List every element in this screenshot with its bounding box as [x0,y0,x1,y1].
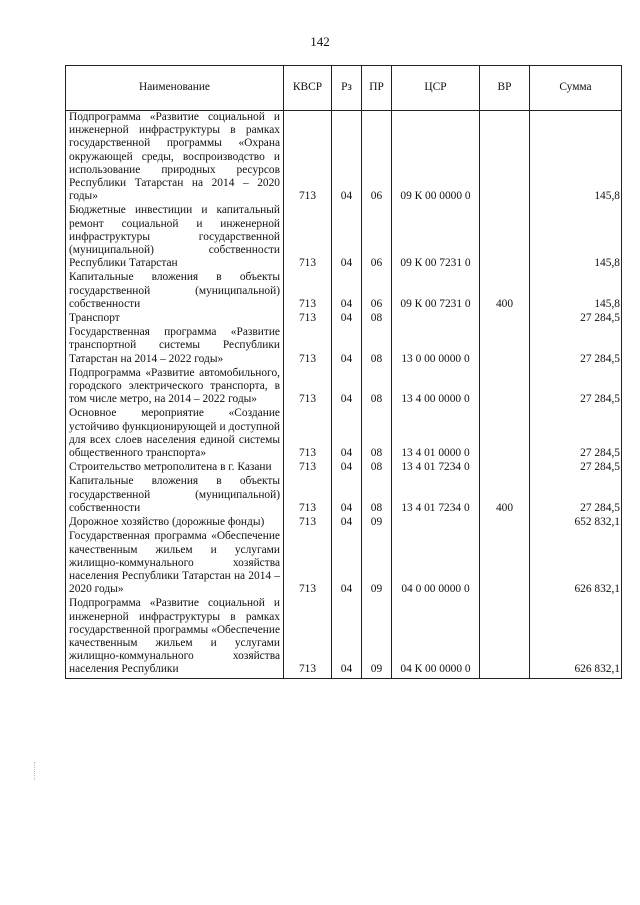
cell-vr [480,111,530,205]
cell-csr: 09 К 00 7231 0 [392,271,480,312]
cell-vr [480,461,530,475]
cell-name: Подпрограмма «Развитие социальной и инженерной инфраструктуры в рамках государственной программы «Обеспечение качественным жильем и услугами жилищно-коммунального хозяйства населения Республики [66,597,284,678]
cell-pr: 09 [362,516,392,530]
table-body [66,111,622,679]
table-row [66,326,622,367]
cell-name: Подпрограмма «Развитие автомобильного, городского электрического транспорта, в том числе метро, на 2014 – 2022 годы» [66,367,284,408]
table-row [66,407,622,461]
cell-vr [480,367,530,408]
cell-pr: 08 [362,312,392,326]
cell-vr [480,516,530,530]
cell-csr [392,516,480,530]
cell-name: Подпрограмма «Развитие социальной и инженерной инфраструктуры в рамках государственной программы «Охрана окружающей среды, воспроизводство и использование природных ресурсов Республики Татарстан на 2014 – 2020 годы» [66,111,284,205]
cell-pr: 08 [362,475,392,516]
cell-pr: 08 [362,407,392,461]
cell-rz: 04 [332,367,362,408]
cell-vr [480,312,530,326]
header-csr: ЦСР [392,66,480,111]
cell-csr: 13 4 01 7234 0 [392,475,480,516]
table-row [66,530,622,597]
cell-kvsr: 713 [284,530,332,597]
margin-mark [34,762,39,780]
cell-csr: 13 4 01 0000 0 [392,407,480,461]
cell-pr: 09 [362,530,392,597]
cell-kvsr: 713 [284,312,332,326]
cell-amount: 27 284,5 [530,312,622,326]
cell-amount: 27 284,5 [530,461,622,475]
cell-vr [480,204,530,271]
table-row [66,312,622,326]
page-number: 142 [310,34,330,49]
table-row [66,271,622,312]
cell-amount: 145,8 [530,111,622,205]
cell-pr: 06 [362,271,392,312]
cell-amount: 27 284,5 [530,326,622,367]
header-kvsr: КВСР [284,66,332,111]
table-row [66,461,622,475]
cell-vr [480,326,530,367]
cell-kvsr: 713 [284,326,332,367]
cell-rz: 04 [332,516,362,530]
table-row [66,111,622,205]
cell-kvsr: 713 [284,271,332,312]
header-amount: Сумма [530,66,622,111]
cell-rz: 04 [332,407,362,461]
cell-kvsr: 713 [284,461,332,475]
cell-name: Транспорт [66,312,284,326]
cell-name: Бюджетные инвестиции и капитальный ремонт социальной и инженерной инфраструктуры государственной (муниципальной) собственности Республики Татарстан [66,204,284,271]
cell-kvsr: 713 [284,367,332,408]
cell-rz: 04 [332,271,362,312]
table-row [66,516,622,530]
cell-vr [480,407,530,461]
cell-amount: 145,8 [530,204,622,271]
cell-pr: 09 [362,597,392,678]
header-name: Наименование [66,66,284,111]
cell-csr: 04 К 00 0000 0 [392,597,480,678]
cell-csr: 09 К 00 0000 0 [392,111,480,205]
cell-vr: 400 [480,271,530,312]
cell-vr [480,530,530,597]
cell-amount: 652 832,1 [530,516,622,530]
cell-name: Дорожное хозяйство (дорожные фонды) [66,516,284,530]
cell-kvsr: 713 [284,204,332,271]
cell-kvsr: 713 [284,516,332,530]
table-header-row [66,66,622,111]
cell-name: Капитальные вложения в объекты государственной (муниципальной) собственности [66,271,284,312]
cell-name: Государственная программа «Развитие транспортной системы Республики Татарстан на 2014 – 2022 годы» [66,326,284,367]
header-vr: ВР [480,66,530,111]
cell-name: Основное мероприятие «Создание устойчиво функционирующей и доступной для всех слоев населения единой системы общественного транспорта» [66,407,284,461]
cell-amount: 626 832,1 [530,597,622,678]
cell-vr: 400 [480,475,530,516]
header-pr: ПР [362,66,392,111]
cell-rz: 04 [332,312,362,326]
cell-kvsr: 713 [284,597,332,678]
cell-csr: 13 0 00 0000 0 [392,326,480,367]
cell-csr: 13 4 00 0000 0 [392,367,480,408]
cell-pr: 06 [362,204,392,271]
cell-csr: 13 4 01 7234 0 [392,461,480,475]
cell-pr: 06 [362,111,392,205]
table-row [66,204,622,271]
cell-amount: 27 284,5 [530,475,622,516]
cell-rz: 04 [332,597,362,678]
cell-rz: 04 [332,326,362,367]
cell-csr: 04 0 00 0000 0 [392,530,480,597]
cell-amount: 27 284,5 [530,367,622,408]
cell-rz: 04 [332,204,362,271]
cell-rz: 04 [332,111,362,205]
table-row [66,367,622,408]
cell-pr: 08 [362,461,392,475]
cell-amount: 27 284,5 [530,407,622,461]
cell-rz: 04 [332,530,362,597]
budget-table [65,65,622,679]
cell-amount: 626 832,1 [530,530,622,597]
cell-amount: 145,8 [530,271,622,312]
cell-csr [392,312,480,326]
cell-name: Государственная программа «Обеспечение качественным жильем и услугами жилищно-коммунального хозяйства населения Республики Татарстан на 2014 – 2020 годы» [66,530,284,597]
cell-rz: 04 [332,475,362,516]
cell-csr: 09 К 00 7231 0 [392,204,480,271]
table-row [66,597,622,678]
cell-name: Строительство метрополитена в г. Казани [66,461,284,475]
table-row [66,475,622,516]
cell-kvsr: 713 [284,111,332,205]
cell-kvsr: 713 [284,407,332,461]
cell-name: Капитальные вложения в объекты государственной (муниципальной) собственности [66,475,284,516]
cell-vr [480,597,530,678]
cell-pr: 08 [362,326,392,367]
cell-kvsr: 713 [284,475,332,516]
cell-rz: 04 [332,461,362,475]
cell-pr: 08 [362,367,392,408]
header-rz: Рз [332,66,362,111]
